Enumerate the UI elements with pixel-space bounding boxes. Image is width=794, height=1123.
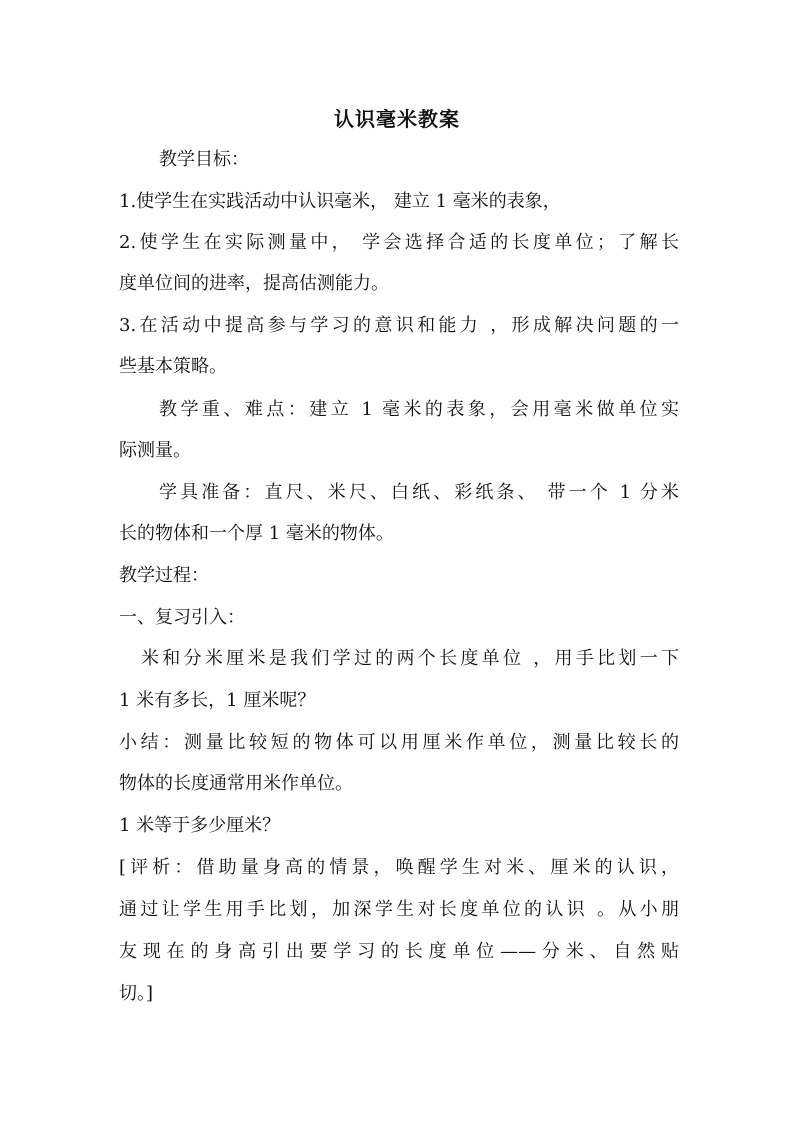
question-line: 1 米等于多少厘米？	[119, 815, 281, 836]
section-review-intro: 一、复习引入：	[119, 607, 245, 628]
comment-line-4: 切。]	[119, 983, 154, 1004]
review-line-1: 米和分米厘米是我们学过的两个长度单位 ，用手比划一下	[141, 648, 679, 669]
comment-line-3: 友现在的身高引出要学习的长度单位——分米、自然贴	[119, 941, 679, 962]
goal-2-line-1: 2.使学生在实际测量中， 学会选择合适的长度单位；了解长	[119, 232, 679, 253]
document-title: 认识毫米教案	[334, 107, 460, 131]
comment-line-1: [评析：借助量身高的情景，唤醒学生对米、厘米的认识，	[119, 857, 679, 878]
summary-line-1: 小结：测量比较短的物体可以用厘米作单位，测量比较长的	[119, 732, 679, 753]
summary-line-2: 物体的长度通常用米作单位。	[119, 773, 353, 794]
goal-3-line-2: 些基本策略。	[119, 356, 227, 377]
heading-teaching-process: 教学过程：	[119, 565, 209, 586]
review-line-2: 1 米有多长，1 厘米呢？	[119, 690, 316, 711]
goal-1: 1.使学生在实践活动中认识毫米， 建立 1 毫米的表象，	[119, 191, 561, 212]
key-points-line-2: 际测量。	[119, 440, 191, 461]
goal-3-line-1: 3.在活动中提高参与学习的意识和能力 ，形成解决问题的一	[119, 315, 679, 336]
goal-2-line-2: 度单位间的进率，提高估测能力。	[119, 273, 389, 294]
key-points-line-1: 教学重、难点：建立 1 毫米的表象，会用毫米做单位实	[159, 399, 679, 420]
comment-line-2: 通过让学生用手比划，加深学生对长度单位的认识 。从小朋	[119, 899, 679, 920]
materials-line-1: 学具准备：直尺、米尺、白纸、彩纸条、 带一个 1 分米	[159, 482, 679, 503]
materials-line-2: 长的物体和一个厚 1 毫米的物体。	[119, 523, 394, 544]
heading-teaching-goals: 教学目标：	[159, 149, 249, 170]
